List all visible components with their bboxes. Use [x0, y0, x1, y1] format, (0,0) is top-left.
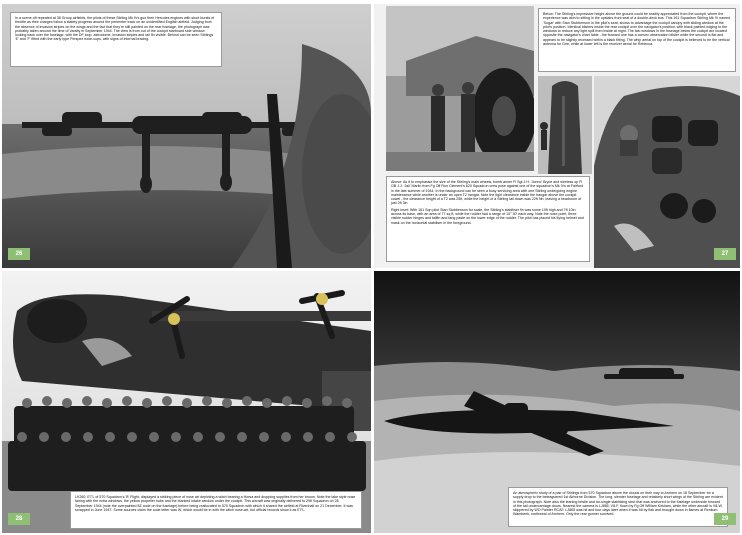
- page-number: 27: [714, 248, 736, 260]
- caption-box: [10, 12, 222, 67]
- photo-cockpit-nose: [594, 76, 740, 268]
- page-27: [374, 4, 740, 268]
- caption-text: An atmospheric study of a pair of Stirlings from 570 Squadron above the clouds on their way to Arnhem on 18 September for a supply drop to the beleaguered 1st Airborne Division. The long, slender fuselage and relatively short wings of the Stirling are evident in this photograph. Note also the leaning bristle and do-single stabilising strut that was anchored to the fuselage underside forward of the tail undercarriage doors. Nearest the camera is LJ865, V8-F, flown by Fg Off William Kirkham, while the other aircraft is V8-W, skippered by WO Painter RCAF. LJ865 was hit and four days later when it was hit by flak and brought down in flames at Renkum Wambeek, northwest of Arnhem. Only the rear gunner survived.: [513, 491, 723, 517]
- caption-text-bottom-2: Right inset: With 161 Sqn pilot Stan Stubbenson for scale, the Stirling's stabiliser fin was some 10ft high and 7ft 10in across its base, with an area of 77 sq ft, while the rudder had a range of 10° 30' each way. Note the nose point, three visible rudder hinges and tailfin and tang paste on the lower edge of the rudder. The pilot has placed his flying helmet and mask on the horizontal stabiliser in the foreground.: [391, 207, 584, 225]
- caption-box-top: [538, 8, 736, 72]
- page-number: 29: [714, 513, 736, 525]
- caption-box: [508, 487, 728, 527]
- caption-text-bottom-1: Above: As if to emphasise the size of the Stirling's main wheels, bomb aimer Fl Sgt J.H. 'Jonno' Bryce and wireless op Fl OB J.J. 'Jail' Marlin from Fg Off Ron Clement's 620 Squadron crew pose against one of the squadron's Mk IVs at Fairford in the late summer of 1944. In the background can be seen a busy servicing area with one Stirling undergoing engine maintenance while another is under an open T2 hangar. Note the tight clearance inside the hangar above the cockpit cowel - the clearance height of a T2 was 25ft, while the height of a Stirling tail down was 22ft 9in, leaving a headroom of just 2ft 3in.: [391, 180, 584, 206]
- caption-box-bottom: [386, 176, 590, 262]
- photo-crew-at-wheels: [386, 6, 534, 171]
- caption-text-top: Below: The Stirling's impressive height above the ground could be readily appreciated from the cockpit, where the experience was akin to sitting in the upstairs front seat of a double-deck bus. This 161 Squadron Stirling Mk IV named 'Sugar' with Stan Stubbenson in the pilot's seat, shows to advantage the cockpit canopy with sliding window at the pilot's position. Identical blisters inside the rear cockpit over the navigator's position, with black painted edging to the windows to reduce any light spill from inside at night. The two windows in the fuselage below the cockpit are located opposite the navigator's chart table - the forward one has a convex observation blister while the second is flat and appears to be slightly recessed within a black fitting. The whip aerial on top of the cockpit is believed to be the vertical antenna for Gee, while at lower left is the receiver aerial for Rebecca.: [543, 12, 731, 47]
- page-number: 26: [8, 248, 30, 260]
- page-28: [2, 271, 371, 533]
- page-26: [2, 4, 371, 268]
- photo-tail-fin: [538, 76, 592, 174]
- caption-box: [70, 491, 362, 529]
- page-29: [374, 271, 740, 533]
- caption-text: In a scene oft repeated at 38 Group airfields, the pilots of these Stirling Mk IVs gun their Hercules engines with short bursts of throttle as their charges follow a stately progress around the perimeter track on an unidentified English airfield. Judging from the absence of invasion stripes on the wings and the fact that they're still painted on the rear fuselage, the photograph was probably taken around the time of Varsity in September 1944. The view is from out of the cockpit starboard side window looking back over the fuselage, with the DF loop, astrodome, invasion stripes and tail fin visible. Behind can be seen Stirlings 'E' and 'F' fitted with the early type Perspex nose-cups, with signs of internal bracing.: [15, 16, 215, 42]
- page-number: 28: [8, 513, 30, 525]
- caption-text: LK260, E7'L of 570 Squadron's 'B' Flight, displayed a striking piece of nose art depicting a witch bearing a Horsa and dropping supplies from her broom. Note the lake style nose fairing with the extra windows, the yellow propeller hubs and the blanked intake window under the cockpit. This aircraft was originally delivered to 296 Squadron on 28 September 1944 (note the overpainted 8Z code on the fuselage) before being reallocated to 570 Squadron with which it shared the airfield at Rivenhall on 21 December. It was scrapped in June 1947. Some sources claim the code letter was W, which would be in with the witch nose-art, but official records show it as E7'L.: [75, 495, 356, 512]
